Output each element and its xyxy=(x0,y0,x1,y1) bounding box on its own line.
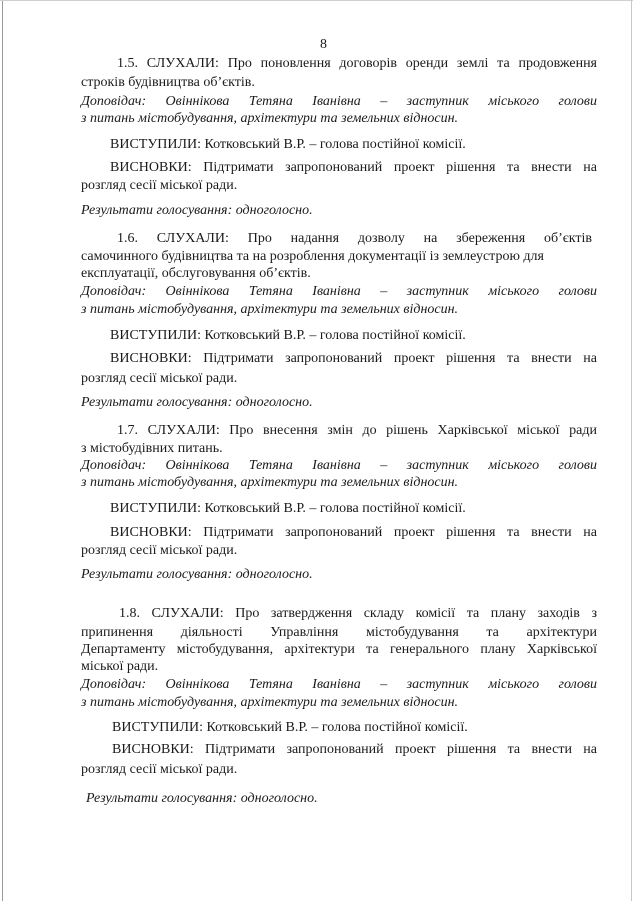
heard-line: Департаменту містобудування, архітектури та генерального плану Харківської xyxy=(81,642,597,657)
heard-line: з містобудівних питань. xyxy=(81,441,223,456)
conclusions-line: розгляд сесії міської ради. xyxy=(81,762,238,777)
conclusions-line: ВИСНОВКИ: Підтримати запропонований проект рішення та внести на xyxy=(110,351,597,366)
speaker-line: з питань містобудування, архітектури та земельних відносин. xyxy=(81,111,459,126)
heard-line: припинення діяльності Управління містобудування та архітектури xyxy=(81,625,597,640)
heard-line: експлуатації, обслуговування об’єктів. xyxy=(81,266,311,281)
conclusions-line: ВИСНОВКИ: Підтримати запропонований проект рішення та внести на xyxy=(110,525,597,540)
speaker-line: з питань містобудування, архітектури та земельних відносин. xyxy=(81,475,459,490)
spoke-line: ВИСТУПИЛИ: Котковський В.Р. – голова постійної комісії. xyxy=(110,137,466,152)
heard-line: міської ради. xyxy=(81,659,159,674)
vote-result: Результати голосування: одноголосно. xyxy=(81,567,313,582)
heard-line: 1.6. СЛУХАЛИ: Про надання дозволу на збереження об’єктів xyxy=(117,231,592,246)
speaker-line: з питань містобудування, архітектури та земельних відносин. xyxy=(81,302,459,317)
vote-result: Результати голосування: одноголосно. xyxy=(81,395,313,410)
conclusions-line: ВИСНОВКИ: Підтримати запропонований проект рішення та внести на xyxy=(110,160,597,175)
scan-edge-left xyxy=(2,0,3,901)
spoke-line: ВИСТУПИЛИ: Котковський В.Р. – голова постійної комісії. xyxy=(112,720,468,735)
speaker-line: Доповідач: Овіннікова Тетяна Іванівна – заступник міського голови xyxy=(81,677,597,692)
heard-line: 1.7. СЛУХАЛИ: Про внесення змін до рішень Харківської міської ради xyxy=(117,423,597,438)
spoke-line: ВИСТУПИЛИ: Котковський В.Р. – голова постійної комісії. xyxy=(110,328,466,343)
conclusions-line: розгляд сесії міської ради. xyxy=(81,178,238,193)
heard-line: 1.8. СЛУХАЛИ: Про затвердження складу комісії та плану заходів з xyxy=(119,606,597,621)
speaker-line: Доповідач: Овіннікова Тетяна Іванівна – заступник міського голови xyxy=(81,94,597,109)
conclusions-line: розгляд сесії міської ради. xyxy=(81,543,238,558)
heard-line: 1.5. СЛУХАЛИ: Про поновлення договорів оренди землі та продовження xyxy=(117,56,597,71)
speaker-line: Доповідач: Овіннікова Тетяна Іванівна – заступник міського голови xyxy=(81,458,597,473)
heard-line: самочинного будівництва та на розроблення документації із землеустрою для xyxy=(81,249,544,264)
page-number: 8 xyxy=(320,37,327,52)
vote-result: Результати голосування: одноголосно. xyxy=(86,791,318,806)
heard-line: строків будівництва об’єктів. xyxy=(81,75,255,90)
conclusions-line: ВИСНОВКИ: Підтримати запропонований проект рішення та внести на xyxy=(112,742,597,757)
conclusions-line: розгляд сесії міської ради. xyxy=(81,371,238,386)
vote-result: Результати голосування: одноголосно. xyxy=(81,203,313,218)
scan-edge-top xyxy=(0,0,633,1)
speaker-line: Доповідач: Овіннікова Тетяна Іванівна – заступник міського голови xyxy=(81,284,597,299)
speaker-line: з питань містобудування, архітектури та земельних відносин. xyxy=(81,695,459,710)
scan-edge-right xyxy=(631,0,632,901)
spoke-line: ВИСТУПИЛИ: Котковський В.Р. – голова постійної комісії. xyxy=(110,501,466,516)
